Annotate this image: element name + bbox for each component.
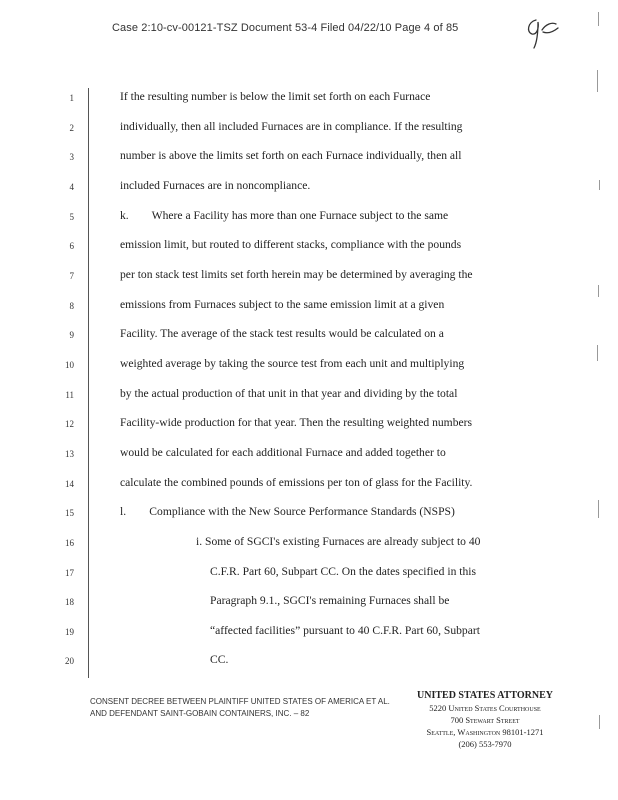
body-line: by the actual production of that unit in that year and dividing by the total [120, 387, 458, 400]
scan-speck [599, 180, 600, 190]
line-number: 3 [69, 152, 74, 162]
body-line: Paragraph 9.1., SGCI's remaining Furnaces shall be [210, 594, 450, 607]
line-number: 18 [65, 597, 74, 607]
body-line: CC. [210, 653, 229, 666]
address-line-1: 5220 United States Courthouse [429, 703, 541, 713]
body-line: “affected facilities” pursuant to 40 C.F.R. Part 60, Subpart [210, 624, 480, 637]
body-line: l. Compliance with the New Source Performance Standards (NSPS) [120, 505, 455, 518]
scan-speck [599, 715, 600, 729]
line-number: 14 [65, 479, 74, 489]
scan-speck [598, 12, 599, 26]
body-line: number is above the limits set forth on each Furnace individually, then all [120, 149, 462, 162]
line-number: 4 [69, 182, 74, 192]
line-number: 17 [65, 568, 74, 578]
address-line-3: Seattle, Washington 98101-1271 [426, 727, 544, 737]
body-line: If the resulting number is below the limit set forth on each Furnace [120, 90, 431, 103]
line-number: 8 [69, 301, 74, 311]
body-line: emissions from Furnaces subject to the same emission limit at a given [120, 298, 445, 311]
line-number: 16 [65, 538, 74, 548]
line-number: 20 [65, 656, 74, 666]
address-line-2: 700 Stewart Street [450, 715, 520, 725]
scan-speck [598, 285, 599, 297]
body-line: included Furnaces are in noncompliance. [120, 179, 311, 192]
body-line: Facility-wide production for that year. Then the resulting weighted numbers [120, 416, 473, 429]
handwritten-initials [522, 14, 562, 52]
line-number: 2 [69, 123, 74, 133]
body-line: weighted average by taking the source test from each unit and multiplying [120, 357, 465, 370]
body-line: C.F.R. Part 60, Subpart CC. On the dates specified in this [210, 565, 477, 578]
line-number: 12 [65, 419, 74, 429]
body-line: calculate the combined pounds of emissions per ton of glass for the Facility. [120, 476, 473, 489]
line-number: 7 [69, 271, 74, 281]
body-line: emission limit, but routed to different stacks, compliance with the pounds [120, 238, 462, 251]
firm-name: UNITED STATES ATTORNEY [417, 690, 553, 701]
scan-speck [598, 500, 599, 518]
phone-number: (206) 553-7970 [458, 739, 512, 749]
line-number: 1 [69, 93, 74, 103]
line-number: 19 [65, 627, 74, 637]
case-header: Case 2:10-cv-00121-TSZ Document 53-4 Filed 04/22/10 Page 4 of 85 [112, 22, 459, 34]
scan-speck [597, 345, 598, 361]
line-number: 11 [65, 390, 74, 400]
body-line: k. Where a Facility has more than one Furnace subject to the same [120, 209, 449, 222]
line-number: 10 [65, 360, 74, 370]
attorney-address-block [408, 690, 562, 750]
document-caption [90, 696, 390, 720]
left-margin-rule [88, 88, 89, 678]
caption-line-2: AND DEFENDANT SAINT-GOBAIN CONTAINERS, INC. – 82 [90, 709, 310, 718]
line-number: 9 [69, 330, 74, 340]
body-line: Facility. The average of the stack test results would be calculated on a [120, 327, 444, 340]
body-line: per ton stack test limits set forth herein may be determined by averaging the [120, 268, 473, 281]
body-line: would be calculated for each additional Furnace and added together to [120, 446, 446, 459]
body-line: i. Some of SGCI's existing Furnaces are already subject to 40 [196, 535, 481, 548]
caption-line-1: CONSENT DECREE BETWEEN PLAINTIFF UNITED STATES OF AMERICA ET AL. [90, 697, 390, 706]
body-line: individually, then all included Furnaces are in compliance. If the resulting [120, 120, 463, 133]
scan-speck [597, 70, 598, 92]
line-number: 15 [65, 508, 74, 518]
line-number: 6 [69, 241, 74, 251]
line-number: 5 [69, 212, 74, 222]
line-number: 13 [65, 449, 74, 459]
